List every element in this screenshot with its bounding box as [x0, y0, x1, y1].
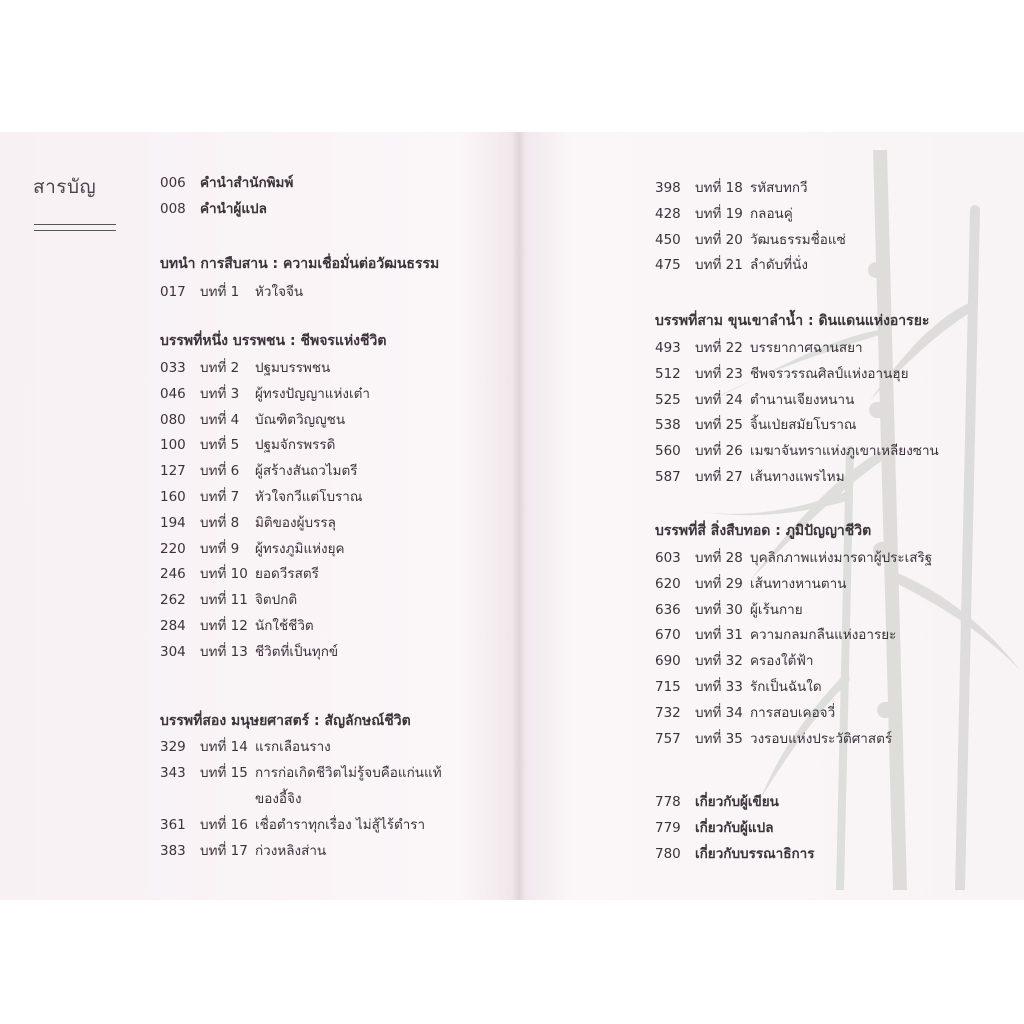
- section-heading: บรรพที่สาม ขุนเขาลำน้ำ : ดินแดนแห่งอารยะ: [655, 313, 930, 329]
- chapter-title: ชีพจรวรรณศิลป์แห่งอานฮุย: [750, 365, 909, 382]
- chapter-number: บทที่ 8: [200, 514, 240, 531]
- chapter-number: บทที่ 12: [200, 618, 248, 634]
- chapter-number: บทที่ 19: [695, 205, 743, 222]
- chapter-title: บรรยากาศฉานสยา: [750, 340, 863, 356]
- page-number: 493: [655, 340, 681, 356]
- chapter-number: บทที่ 1: [200, 284, 240, 300]
- page-number: 008: [160, 201, 186, 217]
- page-number: 778: [655, 794, 681, 810]
- entry-title: เกี่ยวกับผู้แปล: [695, 820, 774, 836]
- page-number: 538: [655, 417, 681, 434]
- chapter-title: จิตปกติ: [255, 592, 298, 609]
- chapter-title: แรกเลือนราง: [255, 739, 331, 755]
- book-gutter: [512, 132, 526, 900]
- section-heading: บรรพที่สี่ สิ่งสืบทอด : ภูมิปัญญาชีวิต: [655, 523, 872, 539]
- chapter-number: บทที่ 13: [200, 643, 248, 660]
- chapter-title: ความกลมกลืนแห่งอารยะ: [750, 627, 897, 644]
- chapter-number: บทที่ 29: [695, 575, 743, 592]
- chapter-title: บัณฑิตวิญญูชน: [255, 411, 346, 428]
- page-number: 475: [655, 257, 681, 274]
- chapter-title: ผู้สร้างสันถวไมตรี: [255, 463, 358, 480]
- page-number: 262: [160, 592, 186, 609]
- chapter-title: ผู้เร้นกาย: [750, 601, 803, 618]
- page-number: 361: [160, 817, 186, 833]
- page-number: 304: [160, 643, 186, 660]
- chapter-title: ก่วงหลิงส่าน: [255, 843, 327, 859]
- page-number: 715: [655, 679, 681, 695]
- page-number: 046: [160, 385, 186, 402]
- page-number: 587: [655, 469, 681, 485]
- page-number: 450: [655, 231, 681, 248]
- chapter-title: การก่อเกิดชีวิตไม่รู้จบคือแก่นแท้: [255, 765, 442, 781]
- page-number: 670: [655, 627, 681, 644]
- chapter-number: บทที่ 6: [200, 463, 240, 480]
- page-number: 732: [655, 704, 681, 721]
- entry-title: คำนำผู้แปล: [200, 201, 267, 217]
- chapter-title: รักเป็นฉันใด: [750, 679, 822, 695]
- page-number: 603: [655, 550, 681, 566]
- chapter-title: เส้นทางหานตาน: [750, 575, 847, 592]
- page-number: 246: [160, 566, 186, 583]
- page-number: 329: [160, 739, 186, 755]
- chapter-number: บทที่ 5: [200, 437, 240, 454]
- chapter-number: บทที่ 27: [695, 469, 743, 485]
- section-heading: บทนำ การสืบสาน : ความเชื่อมั่นต่อวัฒนธรรม: [160, 256, 440, 272]
- chapter-title: จิ้นเป่ยสมัยโบราณ: [750, 417, 857, 434]
- chapter-title: ตำนานเจียงหนาน: [750, 391, 855, 408]
- chapter-number: บทที่ 32: [695, 653, 743, 670]
- chapter-title: ผู้ทรงปัญญาแห่งเต๋า: [255, 385, 370, 402]
- chapter-title: เมฆาจันทราแห่งภูเขาเหลียงซาน: [750, 443, 939, 460]
- page-number: 383: [160, 843, 186, 859]
- chapter-title: บุคลิกภาพแห่งมารดาผู้ประเสริฐ: [750, 550, 933, 566]
- chapter-number: บทที่ 24: [695, 391, 743, 408]
- page-number: 757: [655, 730, 681, 747]
- chapter-title: ครองใต้ฟ้า: [750, 653, 814, 670]
- chapter-number: บทที่ 18: [695, 180, 743, 196]
- chapter-title: เส้นทางแพรไหม: [750, 469, 845, 485]
- chapter-title: หัวใจจีน: [255, 284, 304, 300]
- chapter-title: ปฐมบรรพชน: [255, 360, 331, 376]
- chapter-number: บทที่ 14: [200, 739, 248, 755]
- page-number: 779: [655, 820, 681, 836]
- page-number: 194: [160, 514, 186, 531]
- page-number: 017: [160, 284, 186, 300]
- chapter-title: กลอนคู่: [750, 205, 793, 222]
- page-number: 620: [655, 575, 681, 592]
- chapter-number: บทที่ 31: [695, 627, 743, 644]
- page-number: 690: [655, 653, 681, 670]
- chapter-number: บทที่ 15: [200, 765, 248, 781]
- page-number: 525: [655, 391, 681, 408]
- page-number: 343: [160, 765, 186, 781]
- chapter-title: วัฒนธรรมชื่อแซ่: [750, 231, 846, 248]
- page-number: 006: [160, 175, 186, 191]
- page-number: 220: [160, 540, 186, 557]
- entry-title: เกี่ยวกับบรรณาธิการ: [695, 846, 815, 862]
- page-number: 160: [160, 489, 186, 505]
- chapter-title: นักใช้ชีวิต: [255, 618, 314, 634]
- chapter-number: บทที่ 26: [695, 443, 743, 460]
- chapter-number: บทที่ 3: [200, 385, 240, 402]
- chapter-number: บทที่ 9: [200, 540, 240, 557]
- chapter-number: บทที่ 25: [695, 417, 743, 434]
- chapter-number: บทที่ 30: [695, 601, 743, 618]
- chapter-number: บทที่ 20: [695, 231, 743, 248]
- chapter-number: บทที่ 11: [200, 592, 248, 609]
- chapter-number: บทที่ 33: [695, 679, 743, 695]
- page-number: 636: [655, 601, 681, 618]
- chapter-title: ยอดวีรสตรี: [255, 566, 319, 583]
- section-heading: บรรพที่หนึ่ง บรรพชน : ชีพจรแห่งชีวิต: [160, 333, 387, 349]
- chapter-number: บทที่ 23: [695, 365, 743, 382]
- page-number: 560: [655, 443, 681, 460]
- chapter-number: บทที่ 28: [695, 550, 743, 566]
- title-underline: [34, 224, 116, 231]
- chapter-title: ของอี้จิง: [255, 791, 302, 807]
- page-number: 428: [655, 205, 681, 222]
- page-number: 127: [160, 463, 186, 480]
- chapter-number: บทที่ 17: [200, 843, 248, 859]
- page-number: 780: [655, 846, 681, 862]
- chapter-number: บทที่ 35: [695, 730, 743, 747]
- chapter-number: บทที่ 2: [200, 360, 240, 376]
- chapter-title: มิติของผู้บรรลุ: [255, 514, 336, 531]
- page-number: 100: [160, 437, 186, 454]
- section-heading: บรรพที่สอง มนุษยศาสตร์ : สัญลักษณ์ชีวิต: [160, 713, 411, 729]
- chapter-title: การสอบเคอจวี่: [750, 704, 836, 721]
- chapter-number: บทที่ 16: [200, 817, 248, 833]
- chapter-title: ลำดับที่นั่ง: [750, 257, 808, 274]
- chapter-number: บทที่ 22: [695, 340, 743, 356]
- page-number: 033: [160, 360, 186, 376]
- page-number: 398: [655, 180, 681, 196]
- chapter-number: บทที่ 34: [695, 704, 743, 721]
- entry-title: เกี่ยวกับผู้เขียน: [695, 794, 779, 810]
- chapter-number: บทที่ 10: [200, 566, 248, 583]
- page-number: 512: [655, 365, 681, 382]
- chapter-title: เชื่อตำราทุกเรื่อง ไม่สู้ไร้ตำรา: [255, 817, 426, 833]
- chapter-title: ชีวิตที่เป็นทุกข์: [255, 643, 339, 660]
- page-number: 284: [160, 618, 186, 634]
- chapter-title: รหัสบทกวี: [750, 180, 808, 196]
- entry-title: คำนำสำนักพิมพ์: [200, 175, 294, 191]
- chapter-number: บทที่ 4: [200, 411, 240, 428]
- chapter-title: วงรอบแห่งประวัติศาสตร์: [750, 730, 893, 747]
- chapter-title: หัวใจกวีแต่โบราณ: [255, 489, 363, 505]
- chapter-title: ผู้ทรงภูมิแห่งยุค: [255, 540, 345, 557]
- page-title: สารบัญ: [33, 176, 97, 198]
- chapter-number: บทที่ 21: [695, 257, 743, 274]
- chapter-title: ปฐมจักรพรรดิ: [255, 437, 336, 454]
- page-number: 080: [160, 411, 186, 428]
- chapter-number: บทที่ 7: [200, 489, 240, 505]
